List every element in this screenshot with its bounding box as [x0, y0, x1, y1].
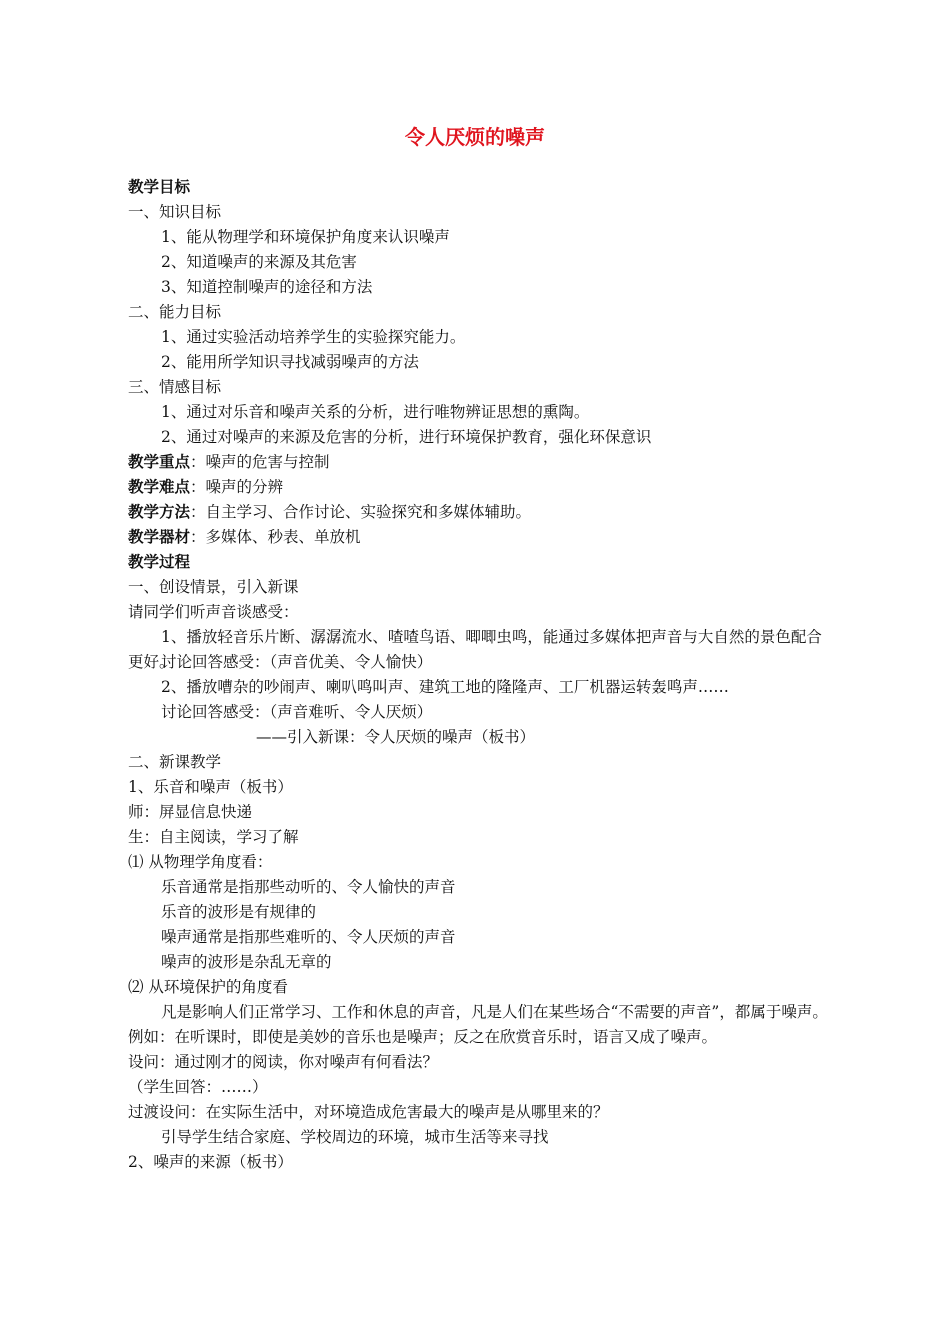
line-text: 教学目标: [128, 178, 191, 196]
line-text: 噪声的波形是杂乱无章的: [161, 953, 332, 971]
line-text: 设问：通过刚才的阅读，你对噪声有何看法？: [128, 1053, 439, 1071]
text-line: [128, 1075, 828, 1100]
line-text: ——引入新课：令人厌烦的噪声（板书）: [256, 728, 536, 746]
line-text: 教学过程: [128, 553, 191, 571]
text-line: [128, 900, 828, 925]
text-line: [128, 750, 828, 775]
text-line: [128, 500, 828, 525]
text-line: [128, 375, 828, 400]
text-line: [128, 300, 828, 325]
text-line: [128, 1150, 828, 1175]
line-text: ：自主学习、合作讨论、实验探究和多媒体辅助。: [190, 503, 532, 521]
line-text: 乐音通常是指那些动听的、令人愉快的声音: [161, 878, 456, 896]
line-text: 噪声通常是指那些难听的、令人厌烦的声音: [161, 928, 456, 946]
text-line: [128, 875, 828, 900]
line-text: 2、通过对噪声的来源及危害的分析，进行环境保护教育，强化环保意识: [161, 428, 652, 446]
text-line: [128, 1025, 828, 1050]
line-label: 教学器材: [128, 528, 191, 546]
line-text: 讨论回答感受：（声音难听、令人厌烦）: [161, 703, 433, 721]
text-line: [128, 200, 828, 225]
document-title: 令人厌烦的噪声: [405, 125, 545, 149]
text-line: [128, 650, 828, 675]
line-text: 2、知道噪声的来源及其危害: [161, 253, 357, 271]
text-line: [128, 475, 828, 500]
line-label: 教学方法: [128, 503, 191, 521]
text-line: [128, 600, 828, 625]
line-text: 生：自主阅读，学习了解: [128, 828, 299, 846]
line-text: 2、播放嘈杂的吵闹声、喇叭鸣叫声、建筑工地的隆隆声、工厂机器运转轰鸣声……: [161, 678, 729, 696]
line-text: 过渡设问：在实际生活中，对环境造成危害最大的噪声是从哪里来的？: [128, 1103, 609, 1121]
line-text: 二、新课教学: [128, 753, 222, 771]
line-text: 1、通过对乐音和噪声关系的分析，进行唯物辨证思想的熏陶。: [161, 403, 590, 421]
line-label: 教学重点: [128, 453, 191, 471]
text-line: [128, 1050, 828, 1075]
text-line: [128, 450, 828, 475]
text-line: [128, 950, 828, 975]
text-line: [128, 700, 828, 725]
line-text: 例如：在听课时，即使是美妙的音乐也是噪声；反之在欣赏音乐时，语言又成了噪声。: [128, 1028, 718, 1046]
text-line: [128, 725, 828, 750]
text-line: [128, 975, 828, 1000]
text-line: [128, 250, 828, 275]
line-text: 2、能用所学知识寻找减弱噪声的方法: [161, 353, 419, 371]
text-line: [128, 425, 828, 450]
text-line: [128, 675, 828, 700]
line-text: 1、能从物理学和环境保护角度来认识噪声: [161, 228, 450, 246]
line-text: 2、噪声的来源（板书）: [128, 1153, 293, 1171]
line-text: 引导学生结合家庭、学校周边的环境，城市生活等来寻找: [161, 1128, 549, 1146]
text-line: [128, 775, 828, 800]
text-line: [128, 1125, 828, 1150]
text-line: [128, 825, 828, 850]
line-text: 1、乐音和噪声（板书）: [128, 778, 293, 796]
document-body: [128, 175, 828, 1175]
line-text: 二、能力目标: [128, 303, 222, 321]
text-line: [128, 225, 828, 250]
text-line: [128, 800, 828, 825]
text-line: [128, 525, 828, 550]
line-text: 1、通过实验活动培养学生的实验探究能力。: [161, 328, 466, 346]
line-text: ：多媒体、秒表、单放机: [190, 528, 361, 546]
line-text: 一、知识目标: [128, 203, 222, 221]
text-line: [128, 350, 828, 375]
line-text: （学生回答：……）: [128, 1078, 268, 1096]
line-text: 讨论回答感受：（声音优美、令人愉快）: [161, 653, 433, 671]
line-text: 凡是影响人们正常学习、工作和休息的声音，凡是人们在某些场合“不需要的声音”，都属于噪声。: [161, 1003, 828, 1021]
line-text: ⑴ 从物理学角度看：: [128, 853, 273, 871]
line-text: 请同学们听声音谈感受：: [128, 603, 299, 621]
line-text: 乐音的波形是有规律的: [161, 903, 317, 921]
text-line: [128, 400, 828, 425]
line-text: 师：屏显信息快递: [128, 803, 253, 821]
line-text: 一、创设情景，引入新课: [128, 578, 299, 596]
line-text: ：噪声的危害与控制: [190, 453, 330, 471]
text-line: [128, 1100, 828, 1125]
text-line: [128, 550, 828, 575]
text-line: [128, 275, 828, 300]
line-text: 三、情感目标: [128, 378, 222, 396]
line-text: 1、播放轻音乐片断、潺潺流水、喳喳鸟语、唧唧虫鸣，能通过多媒体把声音与大自然的景色配合更好。: [128, 628, 822, 671]
line-text: ：噪声的分辨: [190, 478, 284, 496]
text-line: [128, 925, 828, 950]
line-label: 教学难点: [128, 478, 191, 496]
text-line: [128, 325, 828, 350]
line-text: ⑵ 从环境保护的角度看: [128, 978, 288, 996]
text-line: [128, 850, 828, 875]
text-line: [128, 175, 828, 200]
line-text: 3、知道控制噪声的途径和方法: [161, 278, 373, 296]
text-line: [128, 575, 828, 600]
text-line: [128, 1000, 828, 1025]
